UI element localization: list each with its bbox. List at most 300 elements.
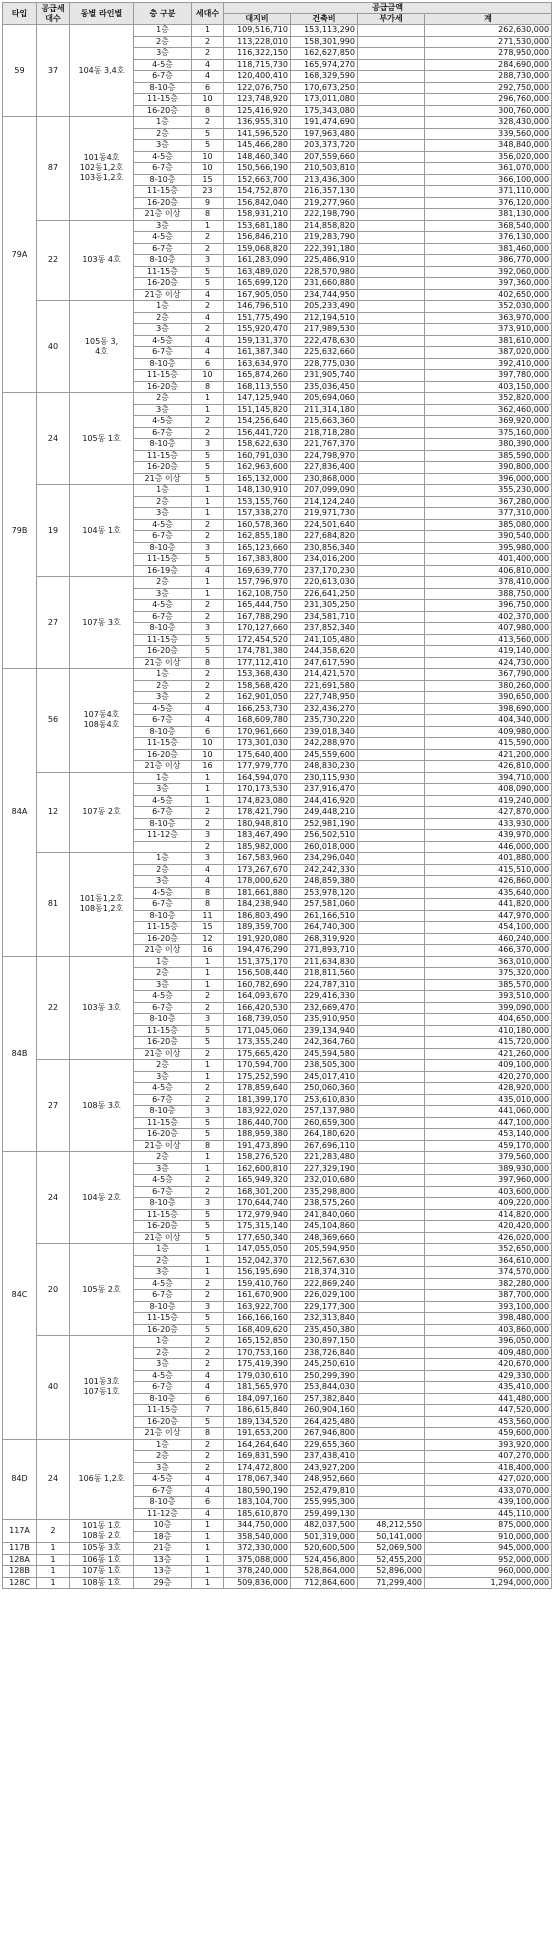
building-line-text: 103동1,2호	[79, 173, 124, 183]
land-cost-cell: 184,238,940	[224, 899, 291, 911]
households-cell: 2	[192, 427, 224, 439]
building-cost-cell: 235,730,220	[291, 715, 358, 727]
total-cell: 355,230,000	[425, 485, 552, 497]
land-cost-cell: 509,836,000	[224, 1577, 291, 1589]
households-cell: 2	[192, 991, 224, 1003]
total-cell: 435,010,000	[425, 1094, 552, 1106]
total-cell: 390,650,000	[425, 692, 552, 704]
land-cost-cell: 162,600,810	[224, 1163, 291, 1175]
building-cost-cell: 232,436,270	[291, 703, 358, 715]
floor-cell: 4-5층	[134, 991, 192, 1003]
building-line-cell	[70, 1520, 134, 1543]
households-cell: 4	[192, 703, 224, 715]
floor-cell: 16-20층	[134, 462, 192, 474]
building-line-text: 4호	[95, 346, 108, 356]
building-cost-cell: 267,696,110	[291, 1140, 358, 1152]
total-cell: 415,510,000	[425, 864, 552, 876]
land-cost-cell: 185,610,870	[224, 1508, 291, 1520]
total-cell: 418,400,000	[425, 1462, 552, 1474]
total-cell: 356,020,000	[425, 151, 552, 163]
floor-cell: 6-7층	[134, 1186, 192, 1198]
supply-units-cell: 24	[37, 1439, 70, 1520]
total-cell: 453,560,000	[425, 1416, 552, 1428]
building-cost-cell: 237,170,230	[291, 565, 358, 577]
land-cost-cell: 156,195,690	[224, 1267, 291, 1279]
land-cost-cell: 165,444,750	[224, 600, 291, 612]
building-line-cell	[70, 301, 134, 393]
building-cost-cell: 227,836,400	[291, 462, 358, 474]
land-cost-cell: 183,467,490	[224, 830, 291, 842]
supply-units-cell: 27	[37, 577, 70, 669]
building-cost-cell: 248,952,660	[291, 1474, 358, 1486]
building-line-cell	[70, 956, 134, 1060]
total-cell: 435,410,000	[425, 1382, 552, 1394]
building-line-text: 101동1,2호	[79, 894, 124, 904]
total-cell: 414,820,000	[425, 1209, 552, 1221]
vat-cell	[358, 427, 425, 439]
building-cost-cell: 205,694,060	[291, 393, 358, 405]
building-line-text: 104동 2호	[82, 1192, 121, 1202]
building-cost-cell: 250,299,390	[291, 1370, 358, 1382]
building-line-text: 108동 1호	[82, 1577, 121, 1587]
floor-cell: 21층 이상	[134, 1232, 192, 1244]
households-cell: 5	[192, 1324, 224, 1336]
floor-cell: 8-10층	[134, 1497, 192, 1509]
land-cost-cell: 167,383,800	[224, 554, 291, 566]
supply-units-cell: 2	[37, 1520, 70, 1543]
building-cost-cell: 224,501,640	[291, 519, 358, 531]
households-cell: 4	[192, 864, 224, 876]
building-cost-cell: 242,288,970	[291, 738, 358, 750]
building-cost-cell: 234,581,710	[291, 611, 358, 623]
floor-cell: 4-5층	[134, 703, 192, 715]
floor-cell: 3층	[134, 508, 192, 520]
total-cell: 262,630,000	[425, 25, 552, 37]
vat-cell	[358, 1209, 425, 1221]
building-line-text: 102동1,2호	[79, 163, 124, 173]
header-floor: 층 구분	[134, 3, 192, 25]
land-cost-cell: 159,068,820	[224, 243, 291, 255]
supply-units-cell: 40	[37, 301, 70, 393]
building-cost-cell: 264,180,620	[291, 1129, 358, 1141]
land-cost-cell: 165,123,660	[224, 542, 291, 554]
vat-cell	[358, 1048, 425, 1060]
vat-cell: 71,299,400	[358, 1577, 425, 1589]
land-cost-cell: 151,145,820	[224, 404, 291, 416]
land-cost-cell: 181,565,970	[224, 1382, 291, 1394]
households-cell: 1	[192, 220, 224, 232]
vat-cell	[358, 324, 425, 336]
total-cell: 271,530,000	[425, 36, 552, 48]
supply-units-cell: 24	[37, 393, 70, 485]
vat-cell	[358, 393, 425, 405]
land-cost-cell: 148,130,910	[224, 485, 291, 497]
total-cell: 403,860,000	[425, 1324, 552, 1336]
vat-cell	[358, 289, 425, 301]
households-cell: 5	[192, 1416, 224, 1428]
floor-cell: 4-5층	[134, 416, 192, 428]
building-cost-cell: 162,627,850	[291, 48, 358, 60]
vat-cell	[358, 692, 425, 704]
households-cell: 2	[192, 1462, 224, 1474]
floor-cell: 8-10층	[134, 1014, 192, 1026]
land-cost-cell: 166,166,160	[224, 1313, 291, 1325]
building-cost-cell: 218,811,560	[291, 968, 358, 980]
supply-units-cell: 1	[37, 1566, 70, 1578]
floor-cell: 2층	[134, 864, 192, 876]
floor-cell: 8-10층	[134, 439, 192, 451]
vat-cell	[358, 554, 425, 566]
vat-cell	[358, 1060, 425, 1072]
households-cell: 2	[192, 117, 224, 129]
total-cell: 427,870,000	[425, 807, 552, 819]
floor-cell: 4-5층	[134, 232, 192, 244]
households-cell: 8	[192, 381, 224, 393]
type-cell: 79A	[3, 117, 37, 393]
vat-cell	[358, 1002, 425, 1014]
vat-cell	[358, 163, 425, 175]
total-cell: 385,590,000	[425, 450, 552, 462]
floor-cell: 16-20층	[134, 1037, 192, 1049]
building-cost-cell: 520,600,500	[291, 1543, 358, 1555]
land-cost-cell: 191,920,080	[224, 933, 291, 945]
vat-cell	[358, 462, 425, 474]
households-cell: 8	[192, 1428, 224, 1440]
table-row	[3, 1543, 552, 1555]
building-cost-cell: 210,503,810	[291, 163, 358, 175]
floor-cell: 8-10층	[134, 623, 192, 635]
land-cost-cell: 170,644,740	[224, 1198, 291, 1210]
building-line-text: 108동 2호	[82, 1531, 121, 1540]
floor-cell: 11-15층	[134, 922, 192, 934]
building-line-text: 107동4호	[83, 710, 120, 720]
total-cell: 415,590,000	[425, 738, 552, 750]
households-cell: 5	[192, 278, 224, 290]
floor-cell: 2층	[134, 968, 192, 980]
vat-cell: 52,455,200	[358, 1554, 425, 1566]
land-cost-cell: 153,368,430	[224, 669, 291, 681]
building-line-text: 101동3호	[83, 1377, 120, 1387]
building-cost-cell: 242,242,330	[291, 864, 358, 876]
total-cell: 426,810,000	[425, 761, 552, 773]
vat-cell	[358, 565, 425, 577]
total-cell: 960,000,000	[425, 1566, 552, 1578]
building-cost-cell: 232,010,680	[291, 1175, 358, 1187]
households-cell: 2	[192, 301, 224, 313]
floor-cell: 6-7층	[134, 347, 192, 359]
vat-cell	[358, 1186, 425, 1198]
total-cell: 394,710,000	[425, 772, 552, 784]
land-cost-cell: 183,922,020	[224, 1106, 291, 1118]
land-cost-cell: 151,375,170	[224, 956, 291, 968]
land-cost-cell: 181,661,880	[224, 887, 291, 899]
floor-cell: 6-7층	[134, 243, 192, 255]
households-cell: 1	[192, 577, 224, 589]
land-cost-cell: 168,739,050	[224, 1014, 291, 1026]
total-cell: 393,920,000	[425, 1439, 552, 1451]
floor-cell: 3층	[134, 692, 192, 704]
total-cell: 386,770,000	[425, 255, 552, 267]
table-row	[3, 577, 552, 589]
vat-cell	[358, 508, 425, 520]
total-cell: 352,030,000	[425, 301, 552, 313]
building-line-cell	[70, 577, 134, 669]
total-cell: 373,910,000	[425, 324, 552, 336]
households-cell: 4	[192, 335, 224, 347]
vat-cell	[358, 1416, 425, 1428]
floor-cell: 16-20층	[134, 381, 192, 393]
land-cost-cell: 172,454,520	[224, 634, 291, 646]
building-cost-cell: 211,314,180	[291, 404, 358, 416]
building-cost-cell: 234,016,200	[291, 554, 358, 566]
land-cost-cell: 161,283,090	[224, 255, 291, 267]
building-cost-cell: 230,115,930	[291, 772, 358, 784]
building-cost-cell: 260,659,300	[291, 1117, 358, 1129]
households-cell: 6	[192, 1497, 224, 1509]
building-cost-cell: 168,329,590	[291, 71, 358, 83]
vat-cell	[358, 542, 425, 554]
floor-cell: 11-15층	[134, 94, 192, 106]
households-cell: 2	[192, 36, 224, 48]
households-cell: 1	[192, 1577, 224, 1589]
building-cost-cell: 226,029,100	[291, 1290, 358, 1302]
floor-cell: 21층	[134, 1543, 192, 1555]
floor-cell: 2층	[134, 1060, 192, 1072]
building-cost-cell: 218,718,280	[291, 427, 358, 439]
households-cell: 4	[192, 1485, 224, 1497]
land-cost-cell: 372,330,000	[224, 1543, 291, 1555]
building-line-text: 105동 2호	[82, 1284, 121, 1294]
vat-cell	[358, 1336, 425, 1348]
building-cost-cell: 257,382,840	[291, 1393, 358, 1405]
vat-cell	[358, 335, 425, 347]
total-cell: 352,650,000	[425, 1244, 552, 1256]
land-cost-cell: 164,594,070	[224, 772, 291, 784]
total-cell: 364,610,000	[425, 1255, 552, 1267]
households-cell: 5	[192, 634, 224, 646]
vat-cell	[358, 1439, 425, 1451]
total-cell: 403,600,000	[425, 1186, 552, 1198]
vat-cell	[358, 1347, 425, 1359]
vat-cell	[358, 841, 425, 853]
building-cost-cell: 244,358,620	[291, 646, 358, 658]
header-building-cost: 건축비	[291, 14, 358, 25]
total-cell: 377,310,000	[425, 508, 552, 520]
total-cell: 447,520,000	[425, 1405, 552, 1417]
total-cell: 387,700,000	[425, 1290, 552, 1302]
total-cell: 875,000,000	[425, 1520, 552, 1532]
vat-cell	[358, 1221, 425, 1233]
total-cell: 447,970,000	[425, 910, 552, 922]
households-cell: 4	[192, 289, 224, 301]
households-cell: 16	[192, 761, 224, 773]
land-cost-cell: 156,508,440	[224, 968, 291, 980]
building-line-text: 107동1호	[83, 1387, 120, 1397]
vat-cell	[358, 59, 425, 71]
land-cost-cell: 159,410,760	[224, 1278, 291, 1290]
total-cell: 376,130,000	[425, 232, 552, 244]
building-cost-cell: 214,124,240	[291, 496, 358, 508]
total-cell: 419,140,000	[425, 646, 552, 658]
building-line-cell	[70, 1439, 134, 1520]
total-cell: 396,050,000	[425, 1336, 552, 1348]
building-line-text: 101동 1호	[82, 1521, 121, 1530]
building-cost-cell: 229,416,330	[291, 991, 358, 1003]
total-cell: 447,100,000	[425, 1117, 552, 1129]
land-cost-cell: 120,400,410	[224, 71, 291, 83]
type-cell: 79B	[3, 393, 37, 669]
floor-cell: 18층	[134, 1531, 192, 1543]
table-row	[3, 220, 552, 232]
building-cost-cell: 228,775,030	[291, 358, 358, 370]
total-cell: 300,760,000	[425, 105, 552, 117]
vat-cell	[358, 795, 425, 807]
building-cost-cell: 222,391,180	[291, 243, 358, 255]
vat-cell	[358, 232, 425, 244]
land-cost-cell: 174,472,800	[224, 1462, 291, 1474]
header-supply-amount: 공급금액	[224, 3, 552, 14]
building-line-text: 104동 1호	[82, 525, 121, 535]
floor-cell: 11-15층	[134, 1313, 192, 1325]
building-cost-cell: 252,981,190	[291, 818, 358, 830]
floor-cell: 4-5층	[134, 335, 192, 347]
households-cell: 2	[192, 692, 224, 704]
table-row	[3, 25, 552, 37]
vat-cell	[358, 1163, 425, 1175]
land-cost-cell: 188,959,380	[224, 1129, 291, 1141]
table-row	[3, 956, 552, 968]
vat-cell	[358, 1301, 425, 1313]
building-cost-cell: 245,104,860	[291, 1221, 358, 1233]
vat-cell	[358, 1497, 425, 1509]
floor-cell: 21층 이상	[134, 945, 192, 957]
floor-cell: 16-20층	[134, 278, 192, 290]
total-cell: 348,840,000	[425, 140, 552, 152]
households-cell: 3	[192, 830, 224, 842]
building-line-cell	[70, 772, 134, 853]
building-cost-cell: 224,787,310	[291, 979, 358, 991]
households-cell: 4	[192, 71, 224, 83]
floor-cell: 3층	[134, 1163, 192, 1175]
land-cost-cell: 174,781,380	[224, 646, 291, 658]
vat-cell	[358, 588, 425, 600]
total-cell: 367,280,000	[425, 496, 552, 508]
vat-cell	[358, 853, 425, 865]
building-line-cell	[70, 1060, 134, 1152]
building-cost-cell: 212,194,510	[291, 312, 358, 324]
floor-cell: 4-5층	[134, 1083, 192, 1095]
households-cell: 7	[192, 1405, 224, 1417]
header-supply-units: 공급세대수	[37, 3, 70, 25]
households-cell: 23	[192, 186, 224, 198]
land-cost-cell: 141,596,520	[224, 128, 291, 140]
households-cell: 2	[192, 1094, 224, 1106]
total-cell: 380,260,000	[425, 680, 552, 692]
vat-cell	[358, 473, 425, 485]
total-cell: 1,294,000,000	[425, 1577, 552, 1589]
households-cell: 2	[192, 1002, 224, 1014]
total-cell: 278,950,000	[425, 48, 552, 60]
floor-cell: 4-5층	[134, 1474, 192, 1486]
land-cost-cell: 160,782,690	[224, 979, 291, 991]
supply-units-cell: 20	[37, 1244, 70, 1336]
households-cell: 15	[192, 922, 224, 934]
land-cost-cell: 156,846,210	[224, 232, 291, 244]
households-cell: 10	[192, 738, 224, 750]
land-cost-cell: 165,874,260	[224, 370, 291, 382]
households-cell: 5	[192, 1117, 224, 1129]
floor-cell: 2층	[134, 496, 192, 508]
total-cell: 419,240,000	[425, 795, 552, 807]
land-cost-cell: 158,276,520	[224, 1152, 291, 1164]
floor-cell: 4-5층	[134, 887, 192, 899]
households-cell: 1	[192, 1531, 224, 1543]
total-cell: 459,170,000	[425, 1140, 552, 1152]
vat-cell	[358, 381, 425, 393]
type-cell: 128A	[3, 1554, 37, 1566]
floor-cell: 2층	[134, 1451, 192, 1463]
vat-cell	[358, 864, 425, 876]
total-cell: 427,020,000	[425, 1474, 552, 1486]
floor-cell: 21층 이상	[134, 289, 192, 301]
vat-cell	[358, 1428, 425, 1440]
building-cost-cell: 482,037,500	[291, 1520, 358, 1532]
total-cell: 404,650,000	[425, 1014, 552, 1026]
floor-cell: 2층	[134, 1347, 192, 1359]
building-cost-cell: 218,374,310	[291, 1267, 358, 1279]
households-cell: 2	[192, 1186, 224, 1198]
land-cost-cell: 157,338,270	[224, 508, 291, 520]
type-cell: 59	[3, 25, 37, 117]
households-cell: 1	[192, 1244, 224, 1256]
vat-cell	[358, 128, 425, 140]
vat-cell	[358, 1094, 425, 1106]
total-cell: 381,130,000	[425, 209, 552, 221]
building-cost-cell: 239,018,340	[291, 726, 358, 738]
supply-units-cell: 40	[37, 1336, 70, 1440]
building-line-cell	[70, 1336, 134, 1440]
floor-cell: 6-7층	[134, 427, 192, 439]
vat-cell	[358, 278, 425, 290]
households-cell: 8	[192, 657, 224, 669]
table-row	[3, 1577, 552, 1589]
floor-cell: 2층	[134, 1255, 192, 1267]
land-cost-cell: 168,609,780	[224, 715, 291, 727]
households-cell: 2	[192, 1175, 224, 1187]
floor-cell: 4-5층	[134, 519, 192, 531]
total-cell: 402,370,000	[425, 611, 552, 623]
table-row	[3, 1060, 552, 1072]
total-cell: 328,430,000	[425, 117, 552, 129]
supply-units-cell: 37	[37, 25, 70, 117]
land-cost-cell: 160,578,360	[224, 519, 291, 531]
floor-cell: 8-10층	[134, 910, 192, 922]
households-cell: 1	[192, 588, 224, 600]
land-cost-cell: 154,256,640	[224, 416, 291, 428]
households-cell: 9	[192, 197, 224, 209]
land-cost-cell: 170,173,530	[224, 784, 291, 796]
households-cell: 16	[192, 945, 224, 957]
vat-cell	[358, 1370, 425, 1382]
building-cost-cell: 205,594,950	[291, 1244, 358, 1256]
building-cost-cell: 247,617,590	[291, 657, 358, 669]
building-cost-cell: 205,233,490	[291, 301, 358, 313]
vat-cell	[358, 82, 425, 94]
households-cell: 3	[192, 623, 224, 635]
vat-cell	[358, 715, 425, 727]
land-cost-cell: 162,901,050	[224, 692, 291, 704]
vat-cell	[358, 312, 425, 324]
